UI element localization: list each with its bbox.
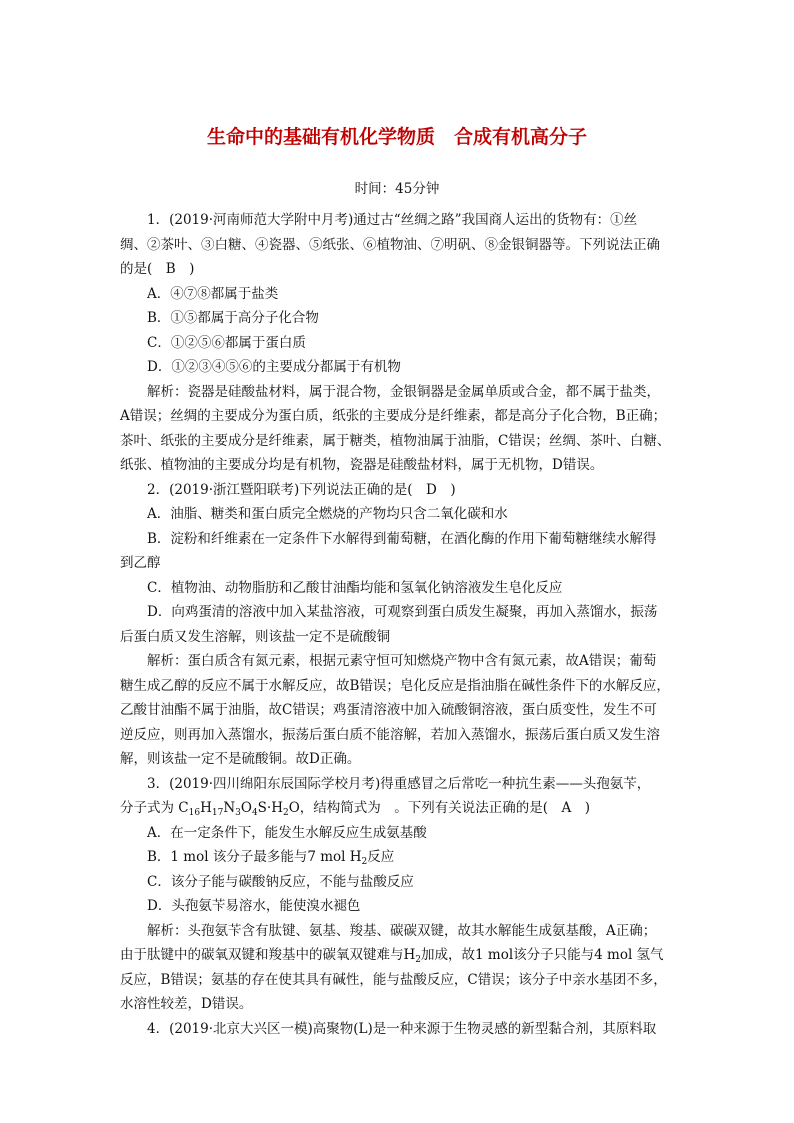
explanation-line: 解析：瓷器是硅酸盐材料，属于混合物，金银铜器是金属单质或合金，都不属于盐类，: [147, 384, 660, 400]
explanation-line: 解析：蛋白质含有氮元素，根据元素守恒可知燃烧产物中含有氮元素，故A错误；葡萄: [147, 653, 657, 669]
text-line: 乙酸甘油酯不属于油脂，故C错误；鸡蛋清溶液中加入硫酸铜溶液，蛋白质变性，发生不可: [120, 702, 657, 718]
question-line: 4．(2019·北京大兴区一模)高聚物(L)是一种来源于生物灵感的新型黏合剂，其原料取: [147, 1021, 657, 1037]
text-line: A错误；丝绸的主要成分为蛋白质，纸张的主要成分是纤维素，都是高分子化合物，B正确；: [120, 408, 667, 424]
formula-subscript: 16: [188, 808, 201, 818]
formula-text: S·H: [257, 800, 283, 816]
question-line: 2．(2019·浙江暨阳联考)下列说法正确的是( D ): [147, 482, 456, 498]
text-line: 糖生成乙醇的反应不属于水解反应，故B错误；皂化反应是指油脂在碱性条件下的水解反应，: [120, 678, 670, 694]
option-text: 反应: [367, 849, 395, 865]
formula-subscript: 17: [211, 808, 224, 818]
option-line: B．淀粉和纤维素在一定条件下水解得到葡萄糖，在酒化酶的作用下葡萄糖继续水解得: [147, 531, 657, 547]
text-line: 1．(2019·河南师范大学附中月考)通过古“丝绸之路”我国商人运出的货物有：①丝: [147, 212, 638, 228]
time-limit: 时间：45分钟: [354, 181, 440, 197]
option-line: B．①⑤都属于高分子化合物: [147, 310, 319, 326]
text-line: 绸、②茶叶、③白糖、④瓷器、⑤纸张、⑥植物油、⑦明矾、⑧金银铜器等。下列说法正确: [120, 237, 660, 253]
text-line: 水溶性较差，D错误。: [120, 996, 253, 1012]
formula-text: N: [223, 800, 236, 816]
option-line: D．头孢氨苄易溶水，能使溴水褪色: [147, 898, 361, 914]
option-text: B．1 mol 该分子最多能与7 mol H: [147, 849, 362, 865]
text-line: 的是( B ): [120, 261, 195, 277]
formula-text: 分子式为 C: [120, 800, 189, 816]
option-line: A．在一定条件下，能发生水解反应生成氨基酸: [147, 825, 427, 841]
formula-subscript: 4: [251, 808, 258, 818]
question-line: 3．(2019·四川绵阳东辰国际学校月考)得重感冒之后常吃一种抗生素——头孢氨苄，: [147, 776, 651, 792]
option-line: C．植物油、动物脂肪和乙酸甘油酯均能和氢氧化钠溶液发生皂化反应: [147, 580, 563, 596]
formula-text: O，结构简式为 。下列有关说法正确的是( A ): [288, 800, 591, 816]
formula-subscript: 2: [282, 808, 289, 818]
text-line: 纸张、植物油的主要成分均是有机物，瓷器是硅酸盐材料，属于无机物，D错误。: [120, 457, 604, 473]
text-line: 到乙醇: [120, 555, 161, 571]
text-line: 解，则该盐一定不是硫酸铜。故D正确。: [120, 751, 361, 767]
text-line: 后蛋白质又发生溶解，则该盐一定不是硫酸铜: [120, 629, 390, 645]
formula-subscript: 3: [235, 808, 241, 818]
option-line: D．向鸡蛋清的溶液中加入某盐溶液，可观察到蛋白质发生凝聚，再加入蒸馏水，振荡: [147, 604, 658, 620]
option-line: C．该分子能与碳酸钠反应，不能与盐酸反应: [147, 874, 414, 890]
text-line: 反应，B错误；氨基的存在使其具有碱性，能与盐酸反应，C错误；该分子中亲水基团不多，: [120, 972, 667, 988]
option-line: A．④⑦⑧都属于盐类: [147, 286, 279, 302]
option-line: C．①②⑤⑥都属于蛋白质: [147, 335, 306, 351]
formula-text: H: [200, 800, 212, 816]
explanation-line: 解析：头孢氨苄含有肽键、氨基、羧基、碳碳双键，故其水解能生成氨基酸，A正确；: [147, 923, 657, 939]
explanation-text: 由于肽键中的碳氧双键和羧基中的碳氧双键难与H: [120, 947, 416, 963]
formula-text: O: [240, 800, 252, 816]
text-line: 茶叶、纸张的主要成分是纤维素，属于糖类，植物油属于油脂，C错误；丝绸、茶叶、白糖、: [120, 433, 671, 449]
option-line: A．油脂、糖类和蛋白质完全燃烧的产物均只含二氧化碳和水: [147, 506, 508, 522]
formula-subscript: 2: [415, 955, 422, 965]
formula-subscript: 2: [361, 857, 368, 867]
document-title: 生命中的基础有机化学物质 合成有机高分子: [206, 126, 587, 148]
text-line: 逆反应，则再加入蒸馏水，振荡后蛋白质不能溶解，若加入蒸馏水，振荡后蛋白质又发生溶: [120, 727, 660, 743]
explanation-text: 加成，故1 mol该分子只能与4 mol 氢气: [421, 947, 664, 963]
option-line: D．①②③④⑤⑥的主要成分都属于有机物: [147, 359, 401, 375]
